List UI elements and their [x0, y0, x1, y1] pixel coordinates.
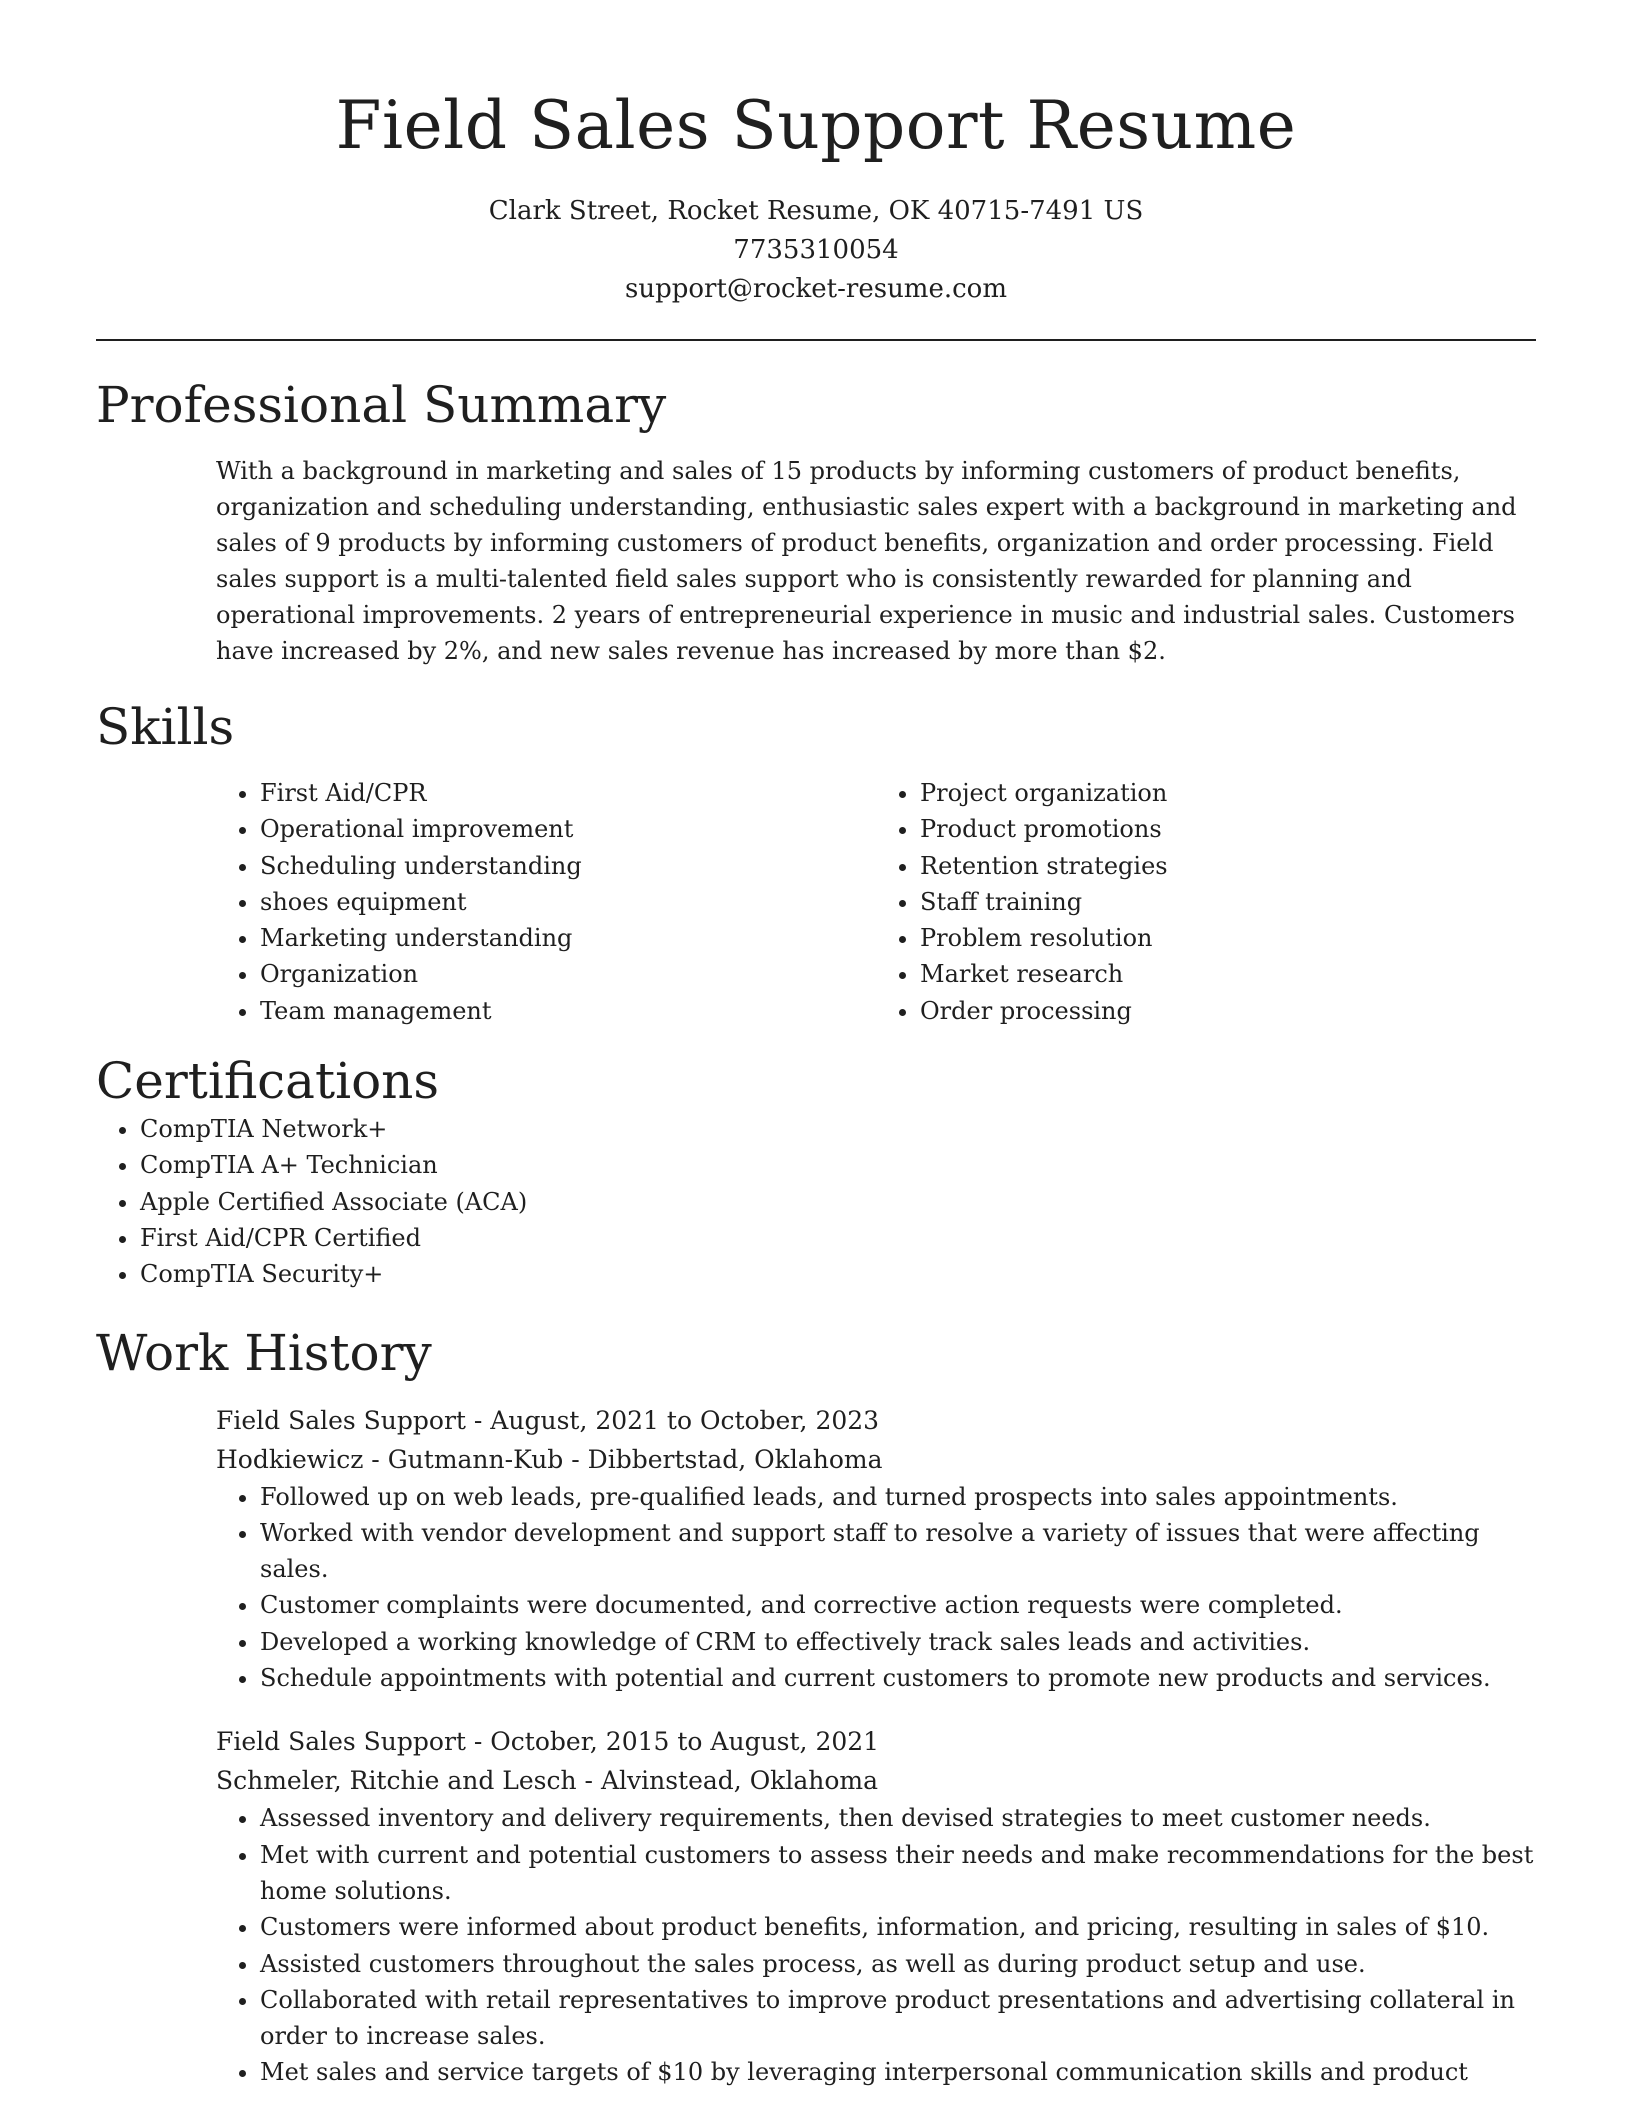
job-duty: • Developed a working knowledge of CRM to effectively track sales leads and activities.: [260, 1624, 1536, 1660]
skill-item: • Order processing: [920, 993, 1536, 1029]
certification-item: • CompTIA Security+: [140, 1256, 1536, 1292]
address: Clark Street, Rocket Resume, OK 40715-7491 US: [488, 196, 1144, 226]
job-duty: • Collaborated with retail representatives to improve product presentations and advertising collateral in order to increase sales.: [260, 1982, 1536, 2055]
skill-item: • First Aid/CPR: [260, 775, 876, 811]
job-duties-list: [216, 1479, 1536, 1697]
job-duties-list: [216, 1800, 1536, 2090]
skill-item: • Operational improvement: [260, 811, 876, 847]
job-duty: • Customer complaints were documented, and corrective action requests were completed.: [260, 1587, 1536, 1623]
summary-text: With a background in marketing and sales of 15 products by informing customers of product benefits, organization and scheduling understanding, enthusiastic sales expert with a background in marketing and sales of 9 products by informing customers of product benefits, organization and order processing. Field sales support is a multi-talented field sales support who is consistently rewarded for planning and operational improvements. 2 years of entrepreneurial experience in music and industrial sales. Customers have increased by 2%, and new sales revenue has increased by more than $2.: [216, 457, 1517, 665]
job-title-dates: Field Sales Support - August, 2021 to October, 2023: [216, 1405, 880, 1435]
certification-item: • CompTIA Network+: [140, 1111, 1536, 1147]
certification-item: • Apple Certified Associate (ACA): [140, 1184, 1536, 1220]
job-company-location: Schmeler, Ritchie and Lesch - Alvinstead, Oklahoma: [216, 1766, 878, 1796]
skill-item: • Staff training: [920, 884, 1536, 920]
job-duty: • Worked with vendor development and support staff to resolve a variety of issues that were affecting sales.: [260, 1515, 1536, 1588]
work-history-heading: Work History: [96, 1323, 432, 1382]
job-duty: • Met sales and service targets of $10 by leveraging interpersonal communication skills and product: [260, 2054, 1536, 2090]
skill-item: • Marketing understanding: [260, 920, 876, 956]
certifications-list: [96, 1111, 1536, 1292]
resume-page: [96, 0, 1536, 2091]
skill-item: • shoes equipment: [260, 884, 876, 920]
resume-title: Field Sales Support Resume: [335, 87, 1297, 164]
email: support@rocket-resume.com: [624, 274, 1007, 304]
summary-heading: Professional Summary: [96, 376, 667, 434]
skill-item: • Retention strategies: [920, 848, 1536, 884]
skills-list-left: [216, 775, 876, 1029]
job-duty: • Met with current and potential customers to assess their needs and make recommendations for the best home solutions.: [260, 1837, 1536, 1910]
job-entry: [216, 1401, 1536, 1697]
job-entry: [216, 1722, 1536, 2090]
certification-item: • First Aid/CPR Certified: [140, 1220, 1536, 1256]
job-company-location: Hodkiewicz - Gutmann-Kub - Dibbertstad, Oklahoma: [216, 1444, 883, 1474]
skill-item: • Team management: [260, 993, 876, 1029]
skill-item: • Market research: [920, 956, 1536, 992]
certifications-heading: Certifications: [96, 1052, 440, 1111]
header-divider: [96, 339, 1536, 341]
job-duty: • Customers were informed about product benefits, information, and pricing, resulting in sales of $10.: [260, 1909, 1536, 1945]
skills-columns: [216, 775, 1536, 1029]
certification-item: • CompTIA A+ Technician: [140, 1147, 1536, 1183]
skill-item: • Project organization: [920, 775, 1536, 811]
job-duty: • Assisted customers throughout the sales process, as well as during product setup and use.: [260, 1946, 1536, 1982]
job-duty: • Schedule appointments with potential and current customers to promote new products and services.: [260, 1660, 1536, 1696]
contact-block: [96, 192, 1536, 309]
phone: 7735310054: [733, 235, 899, 265]
skill-item: • Product promotions: [920, 811, 1536, 847]
skills-list-right: [876, 775, 1536, 1029]
skill-item: • Scheduling understanding: [260, 848, 876, 884]
job-duty: • Assessed inventory and delivery requirements, then devised strategies to meet customer needs.: [260, 1800, 1536, 1836]
job-title-dates: Field Sales Support - October, 2015 to August, 2021: [216, 1727, 880, 1757]
job-duty: • Followed up on web leads, pre-qualified leads, and turned prospects into sales appointments.: [260, 1479, 1536, 1515]
skill-item: • Organization: [260, 956, 876, 992]
skills-heading: Skills: [96, 698, 235, 756]
skill-item: • Problem resolution: [920, 920, 1536, 956]
